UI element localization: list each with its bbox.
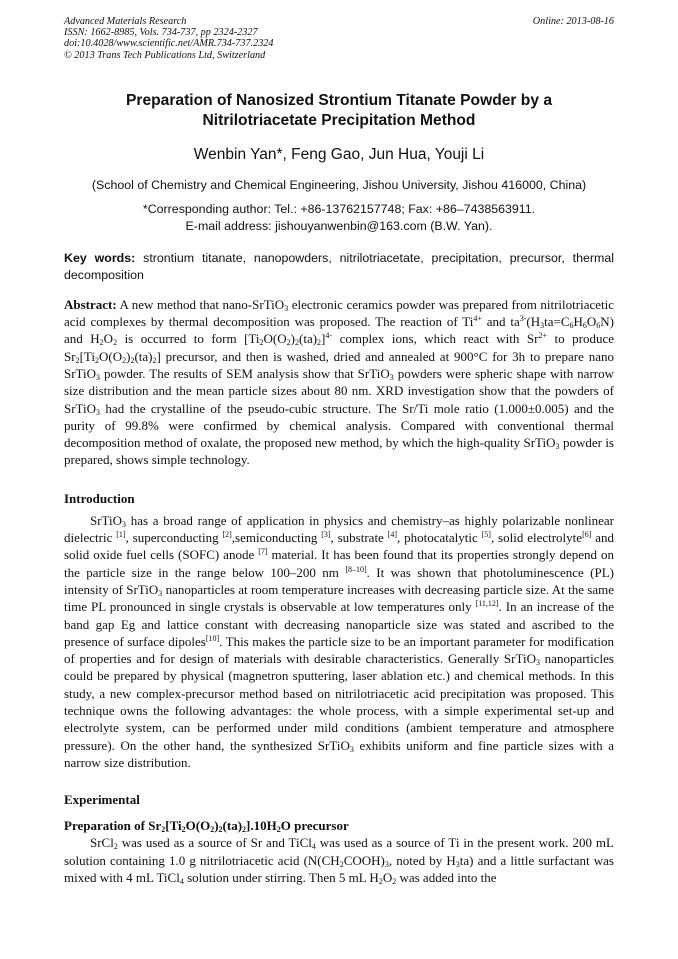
introduction-section xyxy=(64,512,614,771)
subscript: 2 xyxy=(122,355,127,365)
exp-text: ta) and a little surfactant was mixed with 4 mL TiCl xyxy=(64,852,614,885)
corresponding-author: *Corresponding author: Tel.: +86-13762157748; Fax: +86–7438563911. xyxy=(142,201,536,216)
copyright: © 2013 Trans Tech Publications Ltd, Switzerland xyxy=(64,49,266,61)
abstract-text: powders were spheric shape with narrow size distribution and the mean particle sizes about 80 nm. XRD investigation show that the powders of SrTiO xyxy=(64,366,614,416)
abstract-text: ] xyxy=(321,331,326,347)
abstract-text: (ta) xyxy=(134,348,153,364)
affiliation: (School of Chemistry and Chemical Engineering, Jishou University, Jishou 416000, China) xyxy=(91,177,587,192)
abstract-text: to produce Sr xyxy=(64,331,614,364)
heading-text: [Ti xyxy=(165,818,182,834)
abstract-text: (ta) xyxy=(299,331,318,347)
subscript: 3 xyxy=(384,859,389,869)
subscript: 2 xyxy=(259,338,264,348)
keywords xyxy=(64,250,614,284)
subscript: 2 xyxy=(286,338,291,348)
abstract-text: ) xyxy=(290,331,295,347)
intro-text: has a broad range of application in physics and chemistry–as highly polarizable nonlinear dielectric xyxy=(64,512,614,546)
abstract-text: O xyxy=(103,331,114,347)
citation: [3] xyxy=(321,530,331,540)
abstract-text: ta=C xyxy=(544,314,570,330)
heading-text: (ta) xyxy=(222,818,243,834)
abstract-text: O(O xyxy=(263,331,287,347)
subscript: 3 xyxy=(540,321,545,331)
subscript: 2 xyxy=(113,842,118,852)
intro-text: SrTiO xyxy=(90,512,123,528)
citation: [1] xyxy=(116,530,126,540)
subscript: 2 xyxy=(276,825,281,835)
email-address: E-mail address: jishouyanwenbin@163.com (B.W. Yan). xyxy=(185,218,493,233)
subscript: 2 xyxy=(152,355,157,365)
exp-text: was used as a source of Ti in the present work. 200 mL solution containing 1.0 g nitrilotriacetic acid (N(CH xyxy=(64,835,614,868)
subscript: 2 xyxy=(130,355,135,365)
citation: [4] xyxy=(387,530,398,540)
exp-text: was added into the xyxy=(396,869,497,885)
abstract-text: had the crystalline of the pseudo-cubic structure. The Sr/Ti mole ratio (1.000±0.005) and the purity of 99.8% were confirmed by chemical analysis. Compared with conventional thermal decomposition method of oxalate, the proposed new method, by which the high-quality SrTiO xyxy=(64,400,614,451)
exp-text: O xyxy=(382,869,393,885)
intro-text: nanoparticles could be prepared by physical (magnetron sputtering, laser ablation etc.) and chemical methods. In this study, a new complex-precursor method based on nitrilotriacetic acid precipitation was proposed. This technique owns the following advantages: the whole process, with a simple experimental set-up and electrolyte system, can be performed under mild conditions (ambient temperature and atmosphere pressure). On the other hand, the synthesized SrTiO xyxy=(64,651,614,753)
citation: [10] xyxy=(205,633,220,643)
intro-text: . This makes the particle size to be an important parameter for modification of properties and for design of materials with desirable characteristics. Generally SrTiO xyxy=(64,633,614,667)
doi: doi:10.4028/www.scientific.net/AMR.734-737.2324 xyxy=(64,38,274,50)
subscript: 3 xyxy=(158,588,163,598)
intro-text: material. It has been found that its properties strongly depend on the particle size in the range below 100–200 nm xyxy=(64,547,615,580)
exp-text: COOH) xyxy=(343,852,385,868)
abstract-text: A new method that nano-SrTiO xyxy=(116,296,285,312)
heading-text: ) xyxy=(214,818,219,834)
heading-text: O(O xyxy=(185,818,211,834)
subscript: 3 xyxy=(455,859,460,869)
citation: [7] xyxy=(258,547,268,557)
subscript: 2 xyxy=(317,338,322,348)
subscript: 2 xyxy=(99,338,104,348)
subscript: 2 xyxy=(113,338,118,348)
subscript: 3 xyxy=(349,744,354,754)
subsection-heading xyxy=(64,817,614,834)
abstract xyxy=(64,296,614,469)
experimental-section xyxy=(64,834,614,886)
subscript: 3 xyxy=(389,373,394,382)
superscript: 3- xyxy=(519,314,527,324)
journal-name: Advanced Materials Research xyxy=(64,16,187,27)
subscript: 3 xyxy=(96,373,101,382)
subscript: 6 xyxy=(569,321,574,331)
abstract-text: [Ti xyxy=(79,348,95,364)
subscript: 2 xyxy=(392,876,397,886)
subscript: 2 xyxy=(339,859,344,869)
abstract-text: ) xyxy=(126,348,131,364)
abstract-text: O xyxy=(586,314,597,330)
subscript: 3 xyxy=(96,407,101,417)
intro-text: , substrate xyxy=(330,530,388,546)
subscript: 4 xyxy=(311,842,316,852)
superscript: 2+ xyxy=(538,331,547,341)
abstract-label: Abstract: xyxy=(64,296,117,312)
subscript: 2 xyxy=(181,825,186,835)
subscript: 2 xyxy=(161,825,166,835)
exp-text: SrCl xyxy=(90,835,114,851)
subscript: 3 xyxy=(555,442,560,452)
heading-text: O precursor xyxy=(280,818,349,834)
subscript: 2 xyxy=(295,338,299,348)
subscript: 4 xyxy=(179,876,184,886)
abstract-text: electronic ceramics powder was prepared from nitrilotriacetic acid complexes by thermal decomposition was proposed. The reaction of Ti xyxy=(64,296,615,330)
experimental-heading: Experimental xyxy=(64,792,140,808)
journal-header xyxy=(64,16,614,61)
abstract-text: is occurred to form [Ti xyxy=(117,331,260,347)
intro-text: and solid oxide fuel cells (SOFC) anode xyxy=(64,530,615,563)
online-date: Online: 2013-08-16 xyxy=(532,16,614,27)
subscript: 2 xyxy=(210,825,215,835)
abstract-text: H xyxy=(573,314,583,330)
citation: [2] xyxy=(222,530,232,540)
intro-text: , photocatalytic xyxy=(397,530,482,546)
citation: [11,12] xyxy=(475,599,499,609)
exp-text: solution under stirring. Then 5 mL H xyxy=(183,869,379,885)
correspondence xyxy=(64,201,614,235)
abstract-text: powder. The results of SEM analysis show that SrTiO xyxy=(100,366,390,381)
intro-text: exhibits uniform and fine particle sizes with a narrow size distribution. xyxy=(64,737,614,770)
heading-text: ].10H xyxy=(246,818,277,834)
paper-title: Preparation of Nanosized Strontium Titanate Powder by a Nitrilotriacetate Precipitation Method xyxy=(125,91,552,129)
citation: [8–10] xyxy=(345,564,367,574)
introduction-heading: Introduction xyxy=(64,490,135,506)
experimental-paragraph xyxy=(64,834,614,886)
abstract-text: (H xyxy=(526,314,541,330)
subscript: 6 xyxy=(582,321,587,331)
subscript: 2 xyxy=(75,355,80,365)
keywords-text: strontium titanate, nanopowders, nitrilotriacetate, precipitation, precursor, thermal decomposition xyxy=(64,250,614,282)
citation: [6] xyxy=(582,530,592,540)
abstract-text: powder is prepared, shows simple technology. xyxy=(64,435,614,468)
abstract-text: and ta xyxy=(481,314,520,330)
exp-text: was used as a source of Sr and TiCl xyxy=(117,835,312,851)
keywords-label: Key words: xyxy=(64,250,136,265)
intro-text: . It was shown that photoluminescence (PL) intensity of SrTiO xyxy=(64,564,615,597)
citation: [5] xyxy=(481,530,491,540)
abstract-text: O(O xyxy=(99,348,123,364)
subscript: 2 xyxy=(242,825,247,835)
subscript: 2 xyxy=(218,825,223,835)
abstract-text: complex ions, which react with Sr xyxy=(332,331,539,347)
exp-text: , noted by H xyxy=(388,852,456,868)
heading-text: Preparation of Sr xyxy=(64,818,162,834)
superscript: 4- xyxy=(325,331,333,341)
subscript: 3 xyxy=(535,658,540,668)
subscript: 2 xyxy=(95,355,99,365)
intro-text: , superconducting xyxy=(125,530,223,546)
intro-text: ,semiconducting xyxy=(231,530,322,546)
issn: ISSN: 1662-8985, Vols. 734-737, pp 2324-2327 xyxy=(64,27,258,39)
authors: Wenbin Yan*, Feng Gao, Jun Hua, Youji Li xyxy=(193,145,485,163)
subscript: 3 xyxy=(122,519,127,529)
subscript: 6 xyxy=(596,321,601,331)
intro-text: nanoparticles at room temperature increases with decreasing particle size. At the same time PL pronounced in single crystals is observable at low temperatures only xyxy=(64,581,614,615)
abstract-text: ] precursor, and then is washed, dried and annealed at 900°C for 3h to prepare nano SrTiO xyxy=(64,348,614,381)
subscript: 2 xyxy=(378,876,383,886)
intro-text: , solid electrolyte xyxy=(490,530,583,546)
subscript: 3 xyxy=(284,303,289,313)
abstract-text: N) and H xyxy=(64,314,615,347)
intro-text: . In an increase of the band gap Eg and lattice constant with decreasing nanoparticle size was stated and ascribed to the presence of surface dipoles xyxy=(64,599,614,649)
introduction-paragraph xyxy=(64,512,614,771)
superscript: 4+ xyxy=(473,314,482,324)
